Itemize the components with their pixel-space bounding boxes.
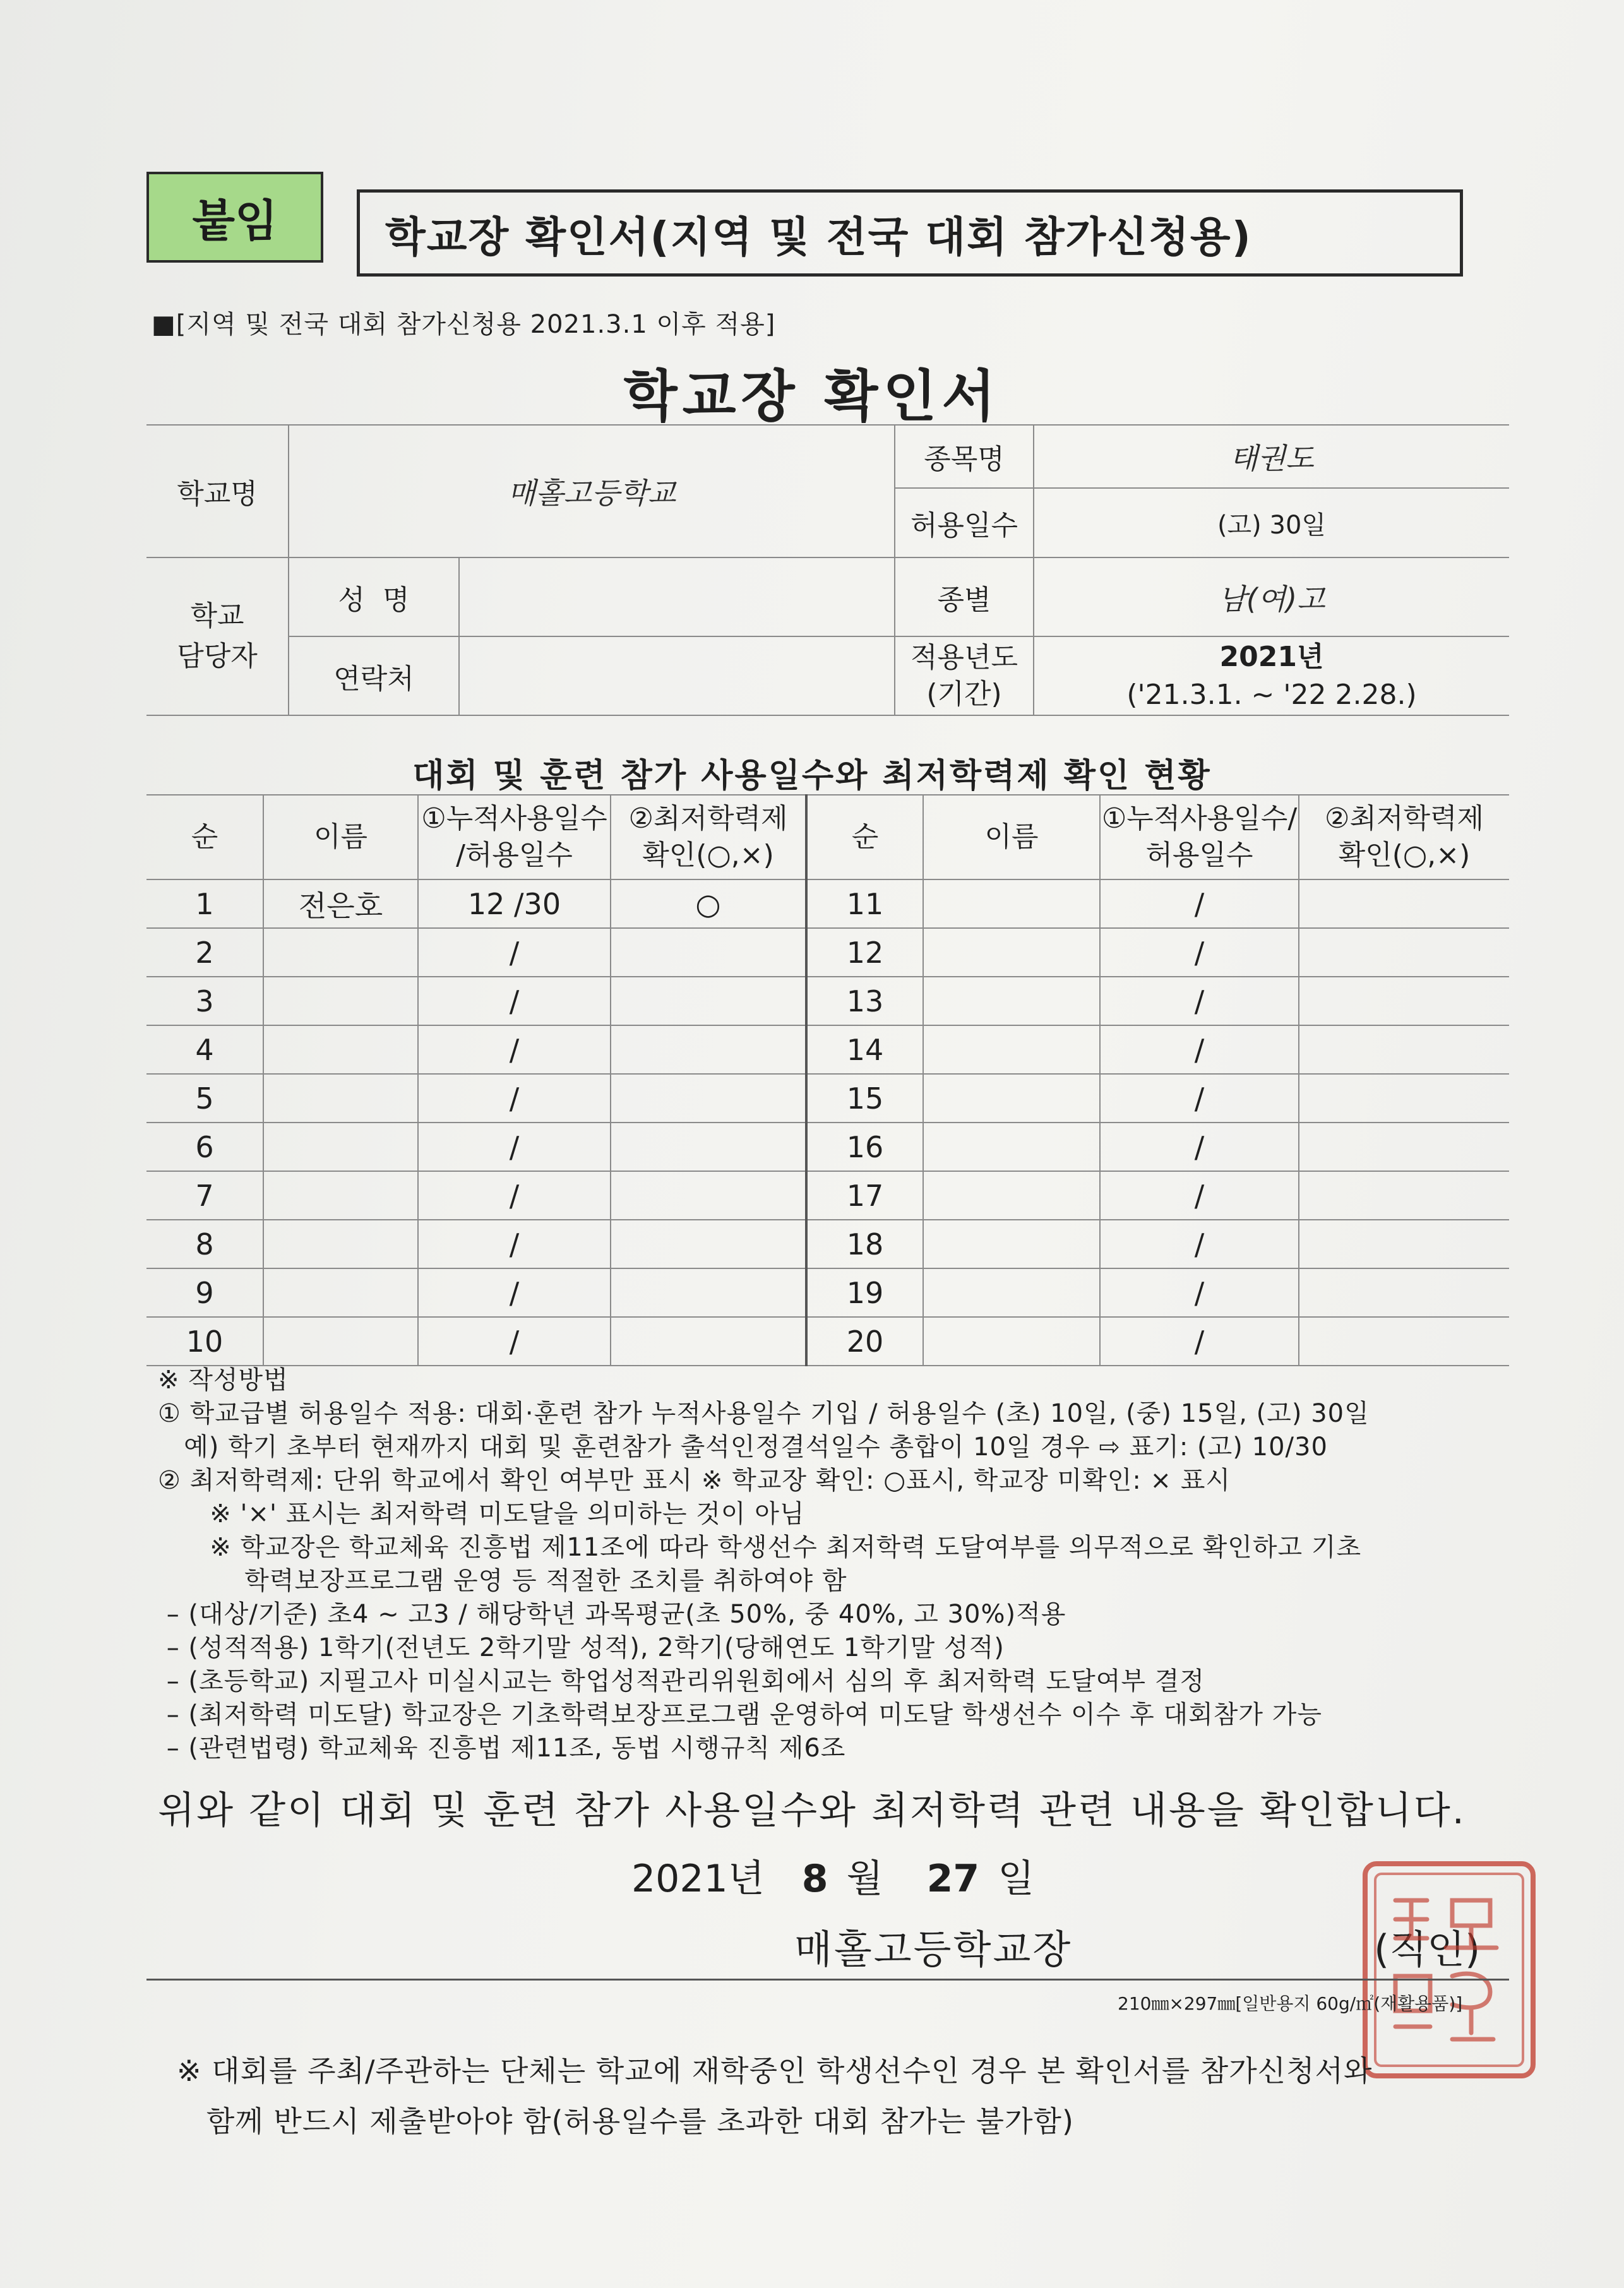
row-days-left: / [418, 1220, 611, 1268]
row-check-left [611, 1171, 806, 1220]
row-name-right [923, 1123, 1100, 1171]
row-days-left: / [418, 1171, 611, 1220]
staff-label [146, 557, 289, 715]
instruction-line: – (성적적용) 1학기(전년도 2학기말 성적), 2학기(당해연도 1학기말 성적) [158, 1633, 1005, 1662]
attachment-badge: 붙임 [146, 172, 323, 263]
row-name-left [263, 1220, 418, 1268]
row-name-right [923, 1074, 1100, 1123]
red-seal-stamp [1358, 1856, 1541, 2083]
row-days-right: / [1100, 928, 1299, 977]
period-label [895, 636, 1034, 715]
paper-spec: 210㎜×297㎜[일반용지 60g/㎡(재활용품)] [1118, 1993, 1463, 2014]
row-name-right [923, 1171, 1100, 1220]
row-check-right [1299, 1268, 1509, 1317]
row-name-right [923, 1220, 1100, 1268]
participation-table [146, 794, 1509, 1366]
sport-label: 종목명 [895, 425, 1034, 488]
school-name-value: 매홀고등학교 [289, 425, 895, 557]
row-no-left: 4 [146, 1025, 263, 1074]
row-days-left: / [418, 977, 611, 1025]
table-row [146, 1171, 1509, 1220]
table-row [146, 977, 1509, 1025]
period-range: ('21.3.1. ~ '22 2.28.) [1126, 678, 1417, 711]
row-name-left [263, 1074, 418, 1123]
period-value [1034, 636, 1509, 715]
section-title: 대회 및 훈련 참가 사용일수와 최저학력제 확인 현황 [412, 757, 1212, 795]
contact-label: 연락처 [289, 636, 459, 715]
header-check-right-line1: ②최저학력제 [1325, 802, 1484, 835]
row-no-right: 14 [806, 1025, 923, 1074]
staff-name-label: 성 명 [289, 557, 459, 636]
header-check-left-line2: 확인(○,×) [642, 839, 774, 871]
row-no-left: 5 [146, 1074, 263, 1123]
row-days-right: / [1100, 1074, 1299, 1123]
table-row [146, 1123, 1509, 1171]
header-title: 학교장 확인서(지역 및 전국 대회 참가신청용) [357, 189, 1463, 277]
signature-date [631, 1849, 1034, 1903]
table-row [146, 1268, 1509, 1317]
header-days-left [418, 795, 611, 879]
submission-note-line1: ※ 대회를 주최/주관하는 단체는 학교에 재학중인 학생선수인 경우 본 확인서를 참가신청서와 [177, 2054, 1373, 2088]
document-title: 학교장 확인서 [623, 364, 1001, 429]
row-no-left: 3 [146, 977, 263, 1025]
row-days-right: / [1100, 1317, 1299, 1366]
row-days-right: / [1100, 1025, 1299, 1074]
instruction-line: ※ '×' 표시는 최저학력 미도달을 의미하는 것이 아님 [158, 1499, 805, 1528]
row-name-left [263, 1317, 418, 1366]
row-check-right [1299, 977, 1509, 1025]
row-check-right [1299, 1025, 1509, 1074]
instruction-line: 학력보장프로그램 운영 등 적절한 조치를 취하여야 함 [158, 1566, 847, 1595]
row-check-left [611, 1123, 806, 1171]
header-days-left-line2: /허용일수 [456, 839, 573, 871]
date-day-unit: 일 [998, 1857, 1035, 1901]
row-days-right: / [1100, 977, 1299, 1025]
row-name-left: 전은호 [263, 879, 418, 928]
allowed-days-label: 허용일수 [895, 488, 1034, 557]
official-seal-label: (직인) [1374, 1926, 1481, 1972]
row-no-right: 16 [806, 1123, 923, 1171]
table-row [146, 879, 1509, 928]
row-no-right: 18 [806, 1220, 923, 1268]
header-name-right: 이름 [923, 795, 1100, 879]
row-no-right: 13 [806, 977, 923, 1025]
row-check-left [611, 1074, 806, 1123]
row-days-left: / [418, 1268, 611, 1317]
period-label-line2: (기간) [926, 677, 1002, 710]
row-no-right: 17 [806, 1171, 923, 1220]
school-info-table [146, 424, 1509, 716]
submission-note [177, 2046, 1372, 2147]
row-days-left: / [418, 1074, 611, 1123]
staff-label-line1: 학교 [190, 600, 244, 632]
school-name-label: 학교명 [146, 425, 289, 557]
header-name-left: 이름 [263, 795, 418, 879]
date-day: 27 [926, 1857, 980, 1901]
row-name-right [923, 1317, 1100, 1366]
row-check-right [1299, 1074, 1509, 1123]
header-days-right-line2: 허용일수 [1145, 839, 1253, 871]
row-name-left [263, 977, 418, 1025]
applicability-note: ■[지역 및 전국 대회 참가신청용 2021.3.1 이후 적용] [152, 310, 776, 339]
sport-value: 태권도 [1034, 425, 1509, 488]
row-check-right [1299, 879, 1509, 928]
row-days-left: / [418, 1025, 611, 1074]
row-check-left: ○ [611, 879, 806, 928]
row-name-right [923, 1268, 1100, 1317]
instruction-line: ※ 학교장은 학교체육 진흥법 제11조에 따라 학생선수 최저학력 도달여부를 의무적으로 확인하고 기초 [158, 1533, 1362, 1562]
header-check-left [611, 795, 806, 879]
principal-name: 매홀고등학교장 [794, 1926, 1073, 1972]
row-name-left [263, 1123, 418, 1171]
row-days-left: / [418, 1317, 611, 1366]
confirmation-statement: 위와 같이 대회 및 훈련 참가 사용일수와 최저학력 관련 내용을 확인합니다. [158, 1789, 1466, 1833]
row-no-left: 8 [146, 1220, 263, 1268]
row-no-right: 11 [806, 879, 923, 928]
row-days-right: / [1100, 1268, 1299, 1317]
instruction-line: ※ 작성방법 [158, 1366, 289, 1395]
header-days-left-line1: ①누적사용일수 [421, 802, 607, 835]
footer-divider [146, 1979, 1509, 1981]
row-no-right: 12 [806, 928, 923, 977]
period-label-line1: 적용년도 [910, 641, 1018, 674]
date-year: 2021년 [631, 1857, 765, 1901]
header-days-right-line1: ①누적사용일수/ [1101, 802, 1298, 835]
staff-name-value [459, 557, 895, 636]
date-month-unit: 월 [846, 1857, 883, 1901]
table-row [146, 1220, 1509, 1268]
row-check-right [1299, 1171, 1509, 1220]
row-no-left: 2 [146, 928, 263, 977]
table-row [146, 928, 1509, 977]
gender-value: 남(여)고 [1034, 557, 1509, 636]
header-check-left-line1: ②최저학력제 [628, 802, 788, 835]
row-no-right: 19 [806, 1268, 923, 1317]
row-check-right [1299, 1317, 1509, 1366]
row-name-right [923, 879, 1100, 928]
row-no-left: 1 [146, 879, 263, 928]
instruction-line: ② 최저학력제: 단위 학교에서 확인 여부만 표시 ※ 학교장 확인: ○표시, 학교장 미확인: × 표시 [158, 1466, 1231, 1495]
contact-value [459, 636, 895, 715]
row-days-left: / [418, 1123, 611, 1171]
instruction-line: – (최저학력 미도달) 학교장은 기초학력보장프로그램 운영하여 미도달 학생선수 이수 후 대회참가 가능 [158, 1700, 1323, 1729]
instructions [158, 1364, 1370, 1765]
row-days-left: / [418, 928, 611, 977]
row-name-right [923, 928, 1100, 977]
row-name-left [263, 1268, 418, 1317]
instruction-line: – (관련법령) 학교체육 진흥법 제11조, 동법 시행규칙 제6조 [158, 1734, 846, 1763]
table-row [146, 1025, 1509, 1074]
row-name-left [263, 928, 418, 977]
row-no-right: 20 [806, 1317, 923, 1366]
instruction-line: – (초등학교) 지필고사 미실시교는 학업성적관리위원회에서 심의 후 최저학력 도달여부 결정 [158, 1667, 1205, 1696]
row-no-left: 6 [146, 1123, 263, 1171]
row-days-right: / [1100, 1123, 1299, 1171]
instruction-line: ① 학교급별 허용일수 적용: 대회·훈련 참가 누적사용일수 기입 / 허용일수 (초) 10일, (중) 15일, (고) 30일 [158, 1399, 1370, 1428]
row-check-right [1299, 1123, 1509, 1171]
row-check-left [611, 1025, 806, 1074]
row-no-left: 9 [146, 1268, 263, 1317]
row-check-left [611, 977, 806, 1025]
row-name-right [923, 977, 1100, 1025]
row-name-right [923, 1025, 1100, 1074]
instruction-line: 예) 학기 초부터 현재까지 대회 및 훈련참가 출석인정결석일수 총합이 10일 경우 ⇨ 표기: (고) 10/30 [158, 1433, 1328, 1462]
row-check-left [611, 1268, 806, 1317]
row-check-left [611, 928, 806, 977]
row-check-left [611, 1317, 806, 1366]
allowed-days-value: (고) 30일 [1034, 488, 1509, 557]
row-name-left [263, 1171, 418, 1220]
header-no-left: 순 [146, 795, 263, 879]
header-days-right [1100, 795, 1299, 879]
row-days-right: / [1100, 1220, 1299, 1268]
table-row [146, 1317, 1509, 1366]
header-check-right [1299, 795, 1509, 879]
row-no-right: 15 [806, 1074, 923, 1123]
header-check-right-line2: 확인(○,×) [1338, 839, 1471, 871]
row-no-left: 10 [146, 1317, 263, 1366]
row-check-left [611, 1220, 806, 1268]
row-check-right [1299, 928, 1509, 977]
gender-label: 종별 [895, 557, 1034, 636]
date-month: 8 [801, 1857, 828, 1901]
row-days-right: / [1100, 879, 1299, 928]
period-year: 2021년 [1219, 640, 1324, 673]
row-check-right [1299, 1220, 1509, 1268]
row-days-left: 12 /30 [418, 879, 611, 928]
instruction-line: – (대상/기준) 초4 ~ 고3 / 해당학년 과목평균(초 50%, 중 40%, 고 30%)적용 [158, 1600, 1066, 1629]
row-no-left: 7 [146, 1171, 263, 1220]
row-name-left [263, 1025, 418, 1074]
staff-label-line2: 담당자 [177, 640, 258, 672]
header-no-right: 순 [806, 795, 923, 879]
submission-note-line2: 함께 반드시 제출받아야 함(허용일수를 초과한 대회 참가는 불가함) [177, 2104, 1074, 2138]
row-days-right: / [1100, 1171, 1299, 1220]
table-row [146, 1074, 1509, 1123]
